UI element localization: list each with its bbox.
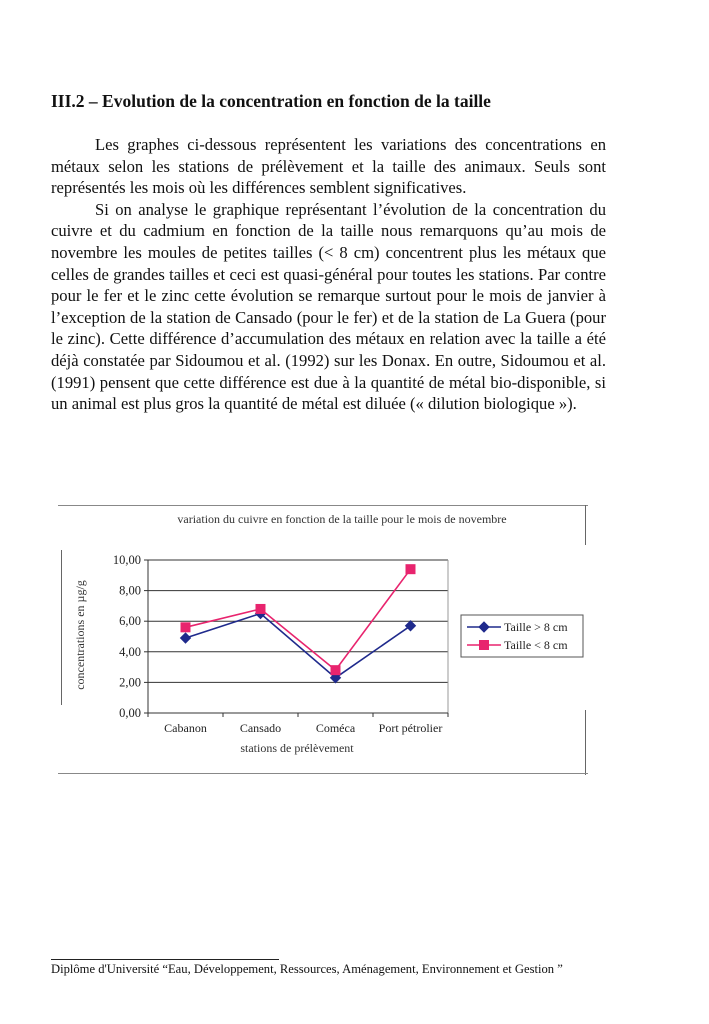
legend-label: Taille > 8 cm xyxy=(504,620,568,634)
legend-label: Taille < 8 cm xyxy=(504,638,568,652)
x-tick-label: Cabanon xyxy=(164,721,207,735)
section-heading: III.2 – Evolution de la concentration en fonction de la taille xyxy=(51,91,491,111)
copper-chart xyxy=(58,505,588,775)
footer-rule xyxy=(51,959,279,960)
paragraph-2: Si on analyse le graphique représentant l’évolution de la concentration du cuivre et du cadmium en fonction de la taille nous remarquons qu’au mois de novembre les moules de petites tailles (< 8 cm) concentrent plus les métaux que celles de grandes tailles et ceci est quasi-général pour toutes les stations. Par contre pour le fer et le zinc cette évolution se remarque surtout pour le mois de janvier à l’exception de la station de Cansado (pour le fer) et de la station de La Guera (pour le zinc). Cette différence d’accumulation des métaux en relation avec la taille a été déjà constatée par Sidoumou et al. (1992) sur les Donax. En outre, Sidoumou et al. (1991) pensent que cette différence est due à la quantité de métal bio-disponible, si un animal est plus gros la quantité de métal est diluée (« dilution biologique »). xyxy=(51,199,606,414)
chart-svg xyxy=(58,505,588,775)
chart-title: variation du cuivre en fonction de la taille pour le mois de novembre xyxy=(177,512,507,526)
footer-text: Diplôme d'Université “Eau, Développement, Ressources, Aménagement, Environnement et Gestion ” xyxy=(51,962,563,976)
y-tick-label: 2,00 xyxy=(119,675,141,690)
legend-marker xyxy=(480,641,489,650)
y-tick-label: 6,00 xyxy=(119,614,141,629)
body-text xyxy=(51,134,606,415)
y-axis-label: concentrations en µg/g xyxy=(73,580,87,690)
data-point-1 xyxy=(406,621,416,631)
x-tick-label: Coméca xyxy=(315,721,356,735)
y-tick-label: 0,00 xyxy=(119,706,141,720)
data-point-2 xyxy=(406,565,415,574)
data-point-2 xyxy=(181,623,190,632)
y-tick-label: 4,00 xyxy=(119,644,141,659)
y-tick-label: 8,00 xyxy=(119,583,141,598)
series-line-2 xyxy=(186,569,411,670)
plot-area xyxy=(113,553,448,735)
data-point-1 xyxy=(181,633,191,643)
x-tick-label: Cansado xyxy=(239,721,282,735)
x-axis-label: stations de prélèvement xyxy=(240,741,354,755)
x-tick-label: Port pétrolier xyxy=(378,721,443,735)
data-point-2 xyxy=(331,666,340,675)
data-point-2 xyxy=(256,604,265,613)
legend xyxy=(461,615,583,657)
y-tick-label: 10,00 xyxy=(112,553,141,567)
paragraph-1: Les graphes ci-dessous représentent les variations des concentrations en métaux selon les stations de prélèvement et la taille des animaux. Seuls sont représentés les mois où les différences semblent significatives. xyxy=(51,135,606,198)
series-line-1 xyxy=(186,614,411,678)
